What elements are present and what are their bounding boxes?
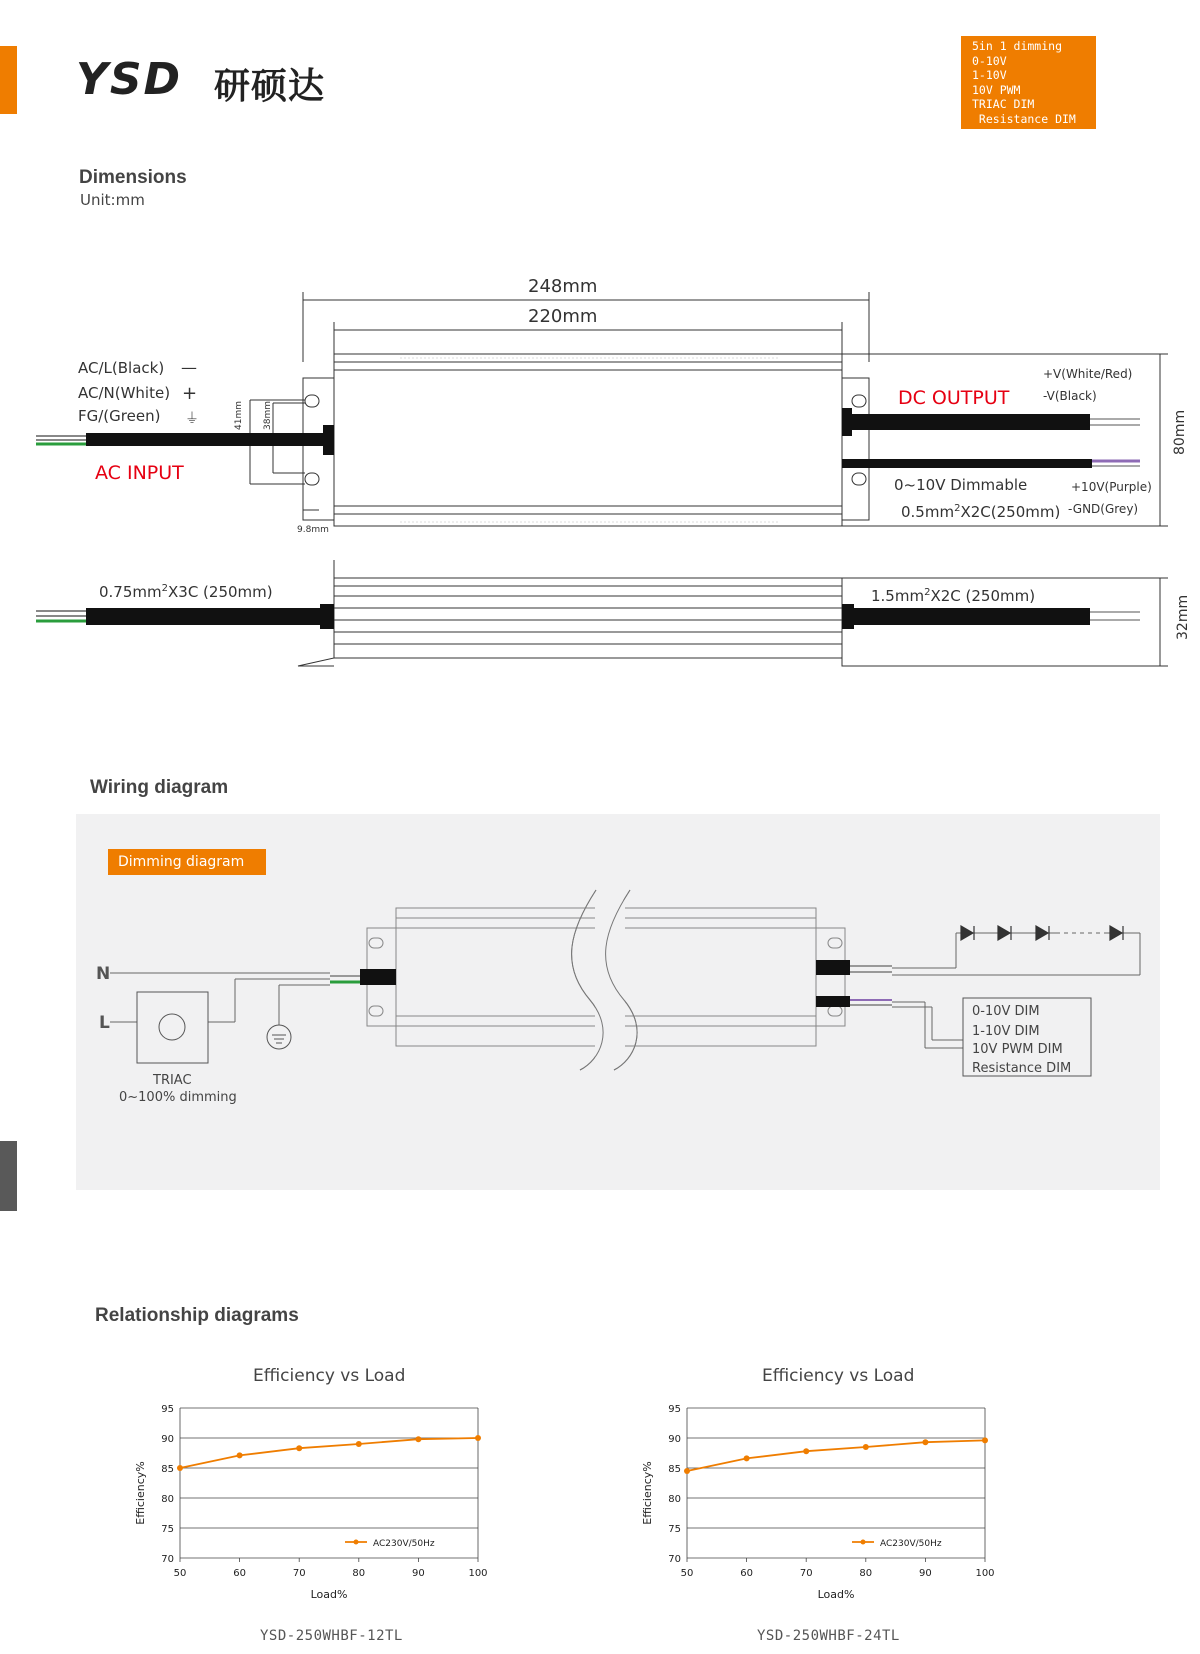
dimmable-label: 0~10V Dimmable	[894, 476, 1028, 494]
y-tick-label: 75	[668, 1524, 681, 1535]
dim-gnd-label: -GND(Grey)	[1068, 502, 1139, 516]
series-line	[687, 1440, 985, 1471]
data-point	[744, 1455, 750, 1461]
legend-marker	[861, 1540, 866, 1545]
side-tab-orange	[0, 46, 17, 114]
data-point	[684, 1468, 690, 1474]
badge-line: Resistance DIM	[972, 111, 1076, 126]
data-point	[237, 1452, 243, 1458]
brand-logo: YSD	[76, 54, 183, 105]
ground-symbol: ⏚	[185, 411, 199, 427]
dimensions-title: Dimensions	[79, 167, 187, 188]
brand-name: 研硕达	[214, 66, 326, 107]
data-point	[177, 1465, 183, 1471]
badge-line: 1-10V	[972, 68, 1007, 82]
y-tick-label: 95	[668, 1404, 681, 1415]
ac-l-label: AC/L(Black)	[78, 359, 165, 377]
chart-title-left: Efficiency vs Load	[253, 1366, 406, 1386]
x-tick-label: 60	[233, 1568, 246, 1579]
badge-line: TRIAC DIM	[972, 97, 1035, 111]
data-point	[803, 1448, 809, 1454]
dim-plus-label: +10V(Purple)	[1071, 480, 1152, 494]
x-tick-label: 70	[799, 1568, 813, 1579]
y-tick-label: 80	[668, 1494, 681, 1505]
dim-option: 1-10V DIM	[972, 1024, 1040, 1039]
x-tick-label: 90	[412, 1568, 425, 1579]
y-tick-label: 80	[161, 1494, 174, 1505]
x-tick-label: 100	[468, 1568, 488, 1579]
x-tick-label: 50	[680, 1568, 694, 1579]
dc-output-label: DC OUTPUT	[898, 387, 1010, 409]
dimming-modes-badge	[961, 36, 1096, 129]
data-point	[356, 1441, 362, 1447]
dim-option: 0-10V DIM	[972, 1004, 1040, 1019]
y-axis-label: Efficiency%	[134, 1461, 147, 1525]
y-tick-label: 75	[161, 1524, 174, 1535]
y-tick-label: 85	[668, 1464, 681, 1475]
ac-cable-label: $0.75mm^2X3C$ (250mm)	[99, 583, 273, 601]
efficiency-chart-left	[120, 1395, 500, 1615]
x-tick-label: 90	[919, 1568, 932, 1579]
dim-cable-label: $0.5mm^2X2C(250mm)$	[901, 503, 1061, 521]
unit-label: Unit:mm	[80, 191, 145, 209]
wiring-drawing	[76, 880, 1160, 1120]
dim-option: 10V PWM DIM	[972, 1042, 1063, 1057]
data-point	[296, 1445, 302, 1451]
x-tick-label: 80	[352, 1568, 366, 1579]
x-axis-label: Load%	[817, 1588, 855, 1601]
y-tick-label: 90	[668, 1434, 681, 1445]
ac-n-label: AC/N(White)	[78, 384, 171, 402]
y-axis-label: Efficiency%	[641, 1461, 654, 1525]
badge-line: 0-10V	[972, 53, 1007, 68]
legend-label: AC230V/50Hz	[880, 1539, 942, 1549]
y-tick-label: 85	[161, 1464, 174, 1475]
legend-label: AC230V/50Hz	[373, 1539, 435, 1549]
minus-symbol: —	[181, 358, 197, 377]
triac-range-label: 0~100% dimming	[119, 1090, 237, 1105]
ac-input-label: AC INPUT	[95, 462, 184, 484]
badge-line: 10V PWM	[972, 82, 1021, 97]
model-right: YSD-250WHBF-24TL	[757, 1628, 900, 1644]
legend-marker	[354, 1540, 359, 1545]
v-minus-label: -V(Black)	[1043, 389, 1097, 403]
dimming-diagram-label: Dimming diagram	[108, 849, 266, 875]
plus-symbol: +	[182, 383, 198, 404]
fg-label: FG/(Green)	[78, 407, 161, 425]
offset-label: 9.8mm	[297, 525, 329, 535]
data-point	[475, 1435, 481, 1441]
data-point	[982, 1437, 988, 1443]
relationship-title: Relationship diagrams	[95, 1305, 299, 1326]
l-label: L	[99, 1013, 110, 1033]
series-line	[180, 1438, 478, 1468]
efficiency-chart-right	[627, 1395, 1007, 1615]
side-tab-gray	[0, 1141, 17, 1211]
dim-option: Resistance DIM	[972, 1061, 1072, 1076]
body-length-label: 220mm	[528, 306, 598, 327]
badge-line: 5in 1 dimming	[972, 39, 1063, 53]
gap-38-label: 38mm	[263, 401, 273, 430]
y-tick-label: 70	[668, 1554, 681, 1565]
data-point	[415, 1436, 421, 1442]
data-point	[922, 1439, 928, 1445]
thickness-label: 32mm	[1175, 594, 1191, 640]
y-tick-label: 95	[161, 1404, 174, 1415]
dimension-drawing	[0, 250, 1200, 680]
x-tick-label: 80	[859, 1568, 873, 1579]
n-label: N	[96, 964, 111, 984]
x-axis-label: Load%	[310, 1588, 348, 1601]
x-tick-label: 70	[292, 1568, 306, 1579]
x-tick-label: 100	[975, 1568, 995, 1579]
data-point	[863, 1444, 869, 1450]
gap-41-label: 41mm	[234, 401, 244, 430]
x-tick-label: 50	[173, 1568, 187, 1579]
wiring-title: Wiring diagram	[90, 777, 229, 798]
chart-title-right: Efficiency vs Load	[762, 1366, 915, 1386]
x-tick-label: 60	[740, 1568, 753, 1579]
height-label: 80mm	[1172, 409, 1188, 455]
y-tick-label: 70	[161, 1554, 174, 1565]
model-left: YSD-250WHBF-12TL	[260, 1628, 403, 1644]
overall-length-label: 248mm	[528, 276, 598, 297]
dc-cable-label: $1.5mm^2X2C$ (250mm)	[871, 587, 1036, 605]
v-plus-label: +V(White/Red)	[1043, 367, 1133, 381]
y-tick-label: 90	[161, 1434, 174, 1445]
triac-label: TRIAC	[153, 1073, 192, 1088]
